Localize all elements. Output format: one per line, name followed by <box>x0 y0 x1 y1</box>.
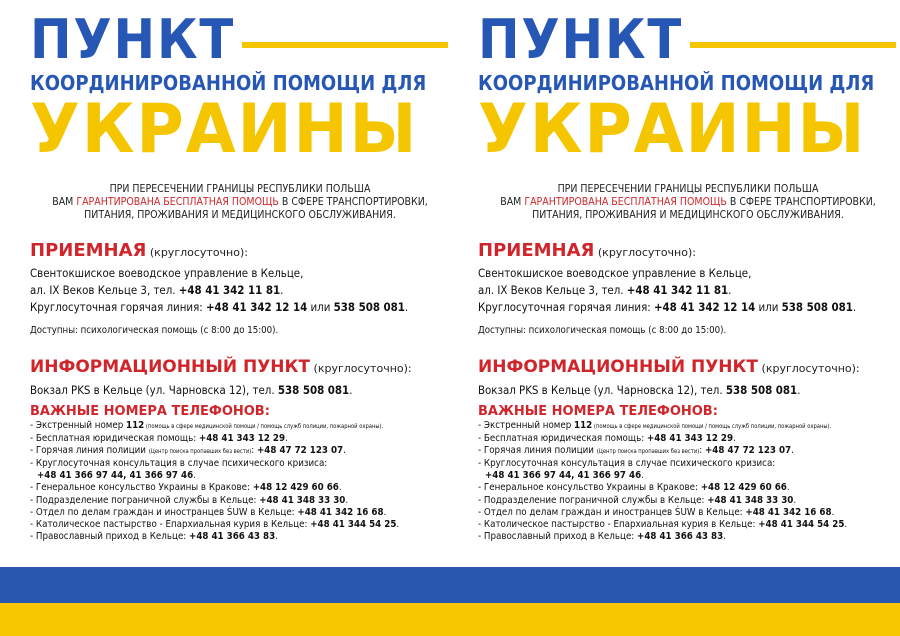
list-item: - Экстренный номер 112 (помощь в сфере медицинской помощи / помощь служб полиции, пожарной охраны). <box>478 420 832 431</box>
list-item: - Горячая линия полиции (Центр поиска пропавших без вести): +48 47 72 123 07. <box>478 445 794 457</box>
available-services: Доступны: психологическая помощь (с 8:00 до 15:00). <box>478 325 727 336</box>
title-row <box>478 10 898 70</box>
phone-number: 538 508 081 <box>333 300 405 314</box>
phone-number: 538 508 081 <box>277 383 350 397</box>
info-point-address: Вокзал PKS в Кельце (ул. Чарновска 12), тел. 538 508 081. <box>478 383 801 397</box>
phones-list <box>478 420 898 543</box>
list-item: - Бесплатная юридическая помощь: +48 41 343 12 29. <box>478 433 736 445</box>
phone-number: +48 41 342 11 81 <box>626 283 729 297</box>
phones-list <box>30 420 450 543</box>
list-item: - Круглосуточная консультация в случае психического кризиса: <box>478 458 776 470</box>
poster-title: ПУНКТ <box>478 8 684 71</box>
intro-highlight: ГАРАНТИРОВАНА БЕСПЛАТНАЯ ПОМОЩЬ <box>524 196 727 208</box>
poster-left <box>30 0 450 566</box>
intro-text: ПРИ ПЕРЕСЕЧЕНИИ ГРАНИЦЫ РЕСПУБЛИКИ ПОЛЬША ВАМ ГАРАНТИРОВАНА БЕСПЛАТНАЯ ПОМОЩЬ В СФЕРЕ ТРАНСПОРТИРОВКИ, ПИТАНИЯ, ПРОЖИВАНИЯ И МЕДИЦИНСКОГО ОБСЛУЖИВАНИЯ. <box>52 183 428 221</box>
reception-heading: ПРИЕМНАЯ (круглосуточно): <box>478 240 696 261</box>
info-point-address: Вокзал PKS в Кельце (ул. Чарновска 12), тел. 538 508 081. <box>30 383 353 397</box>
list-item: - Православный приход в Кельце: +48 41 366 43 83. <box>30 530 278 542</box>
flag-stripe-blue <box>0 567 900 603</box>
list-item: - Католическое пастырство - Епархиальная курия в Кельце: +48 41 344 54 25. <box>30 518 400 530</box>
reception-details: Свентокшиское воеводское управление в Кельце, ал. IX Веков Кельце 3, тел. +48 41 342 11 81. Круглосуточная горячая линия: +48 41 342 12 14 или 538 508 081. <box>30 266 409 314</box>
reception-heading: ПРИЕМНАЯ (круглосуточно): <box>30 240 248 261</box>
poster-subtitle: КООРДИНИРОВАННОЙ ПОМОЩИ ДЛЯ <box>478 71 875 95</box>
phone-number: 538 508 081 <box>781 300 853 314</box>
info-point-heading: ИНФОРМАЦИОННЫЙ ПУНКТ (круглосуточно): <box>478 357 860 377</box>
poster-right <box>478 0 898 566</box>
list-item: - Горячая линия полиции (Центр поиска пропавших без вести): +48 47 72 123 07. <box>30 445 346 457</box>
poster-country: УКРАИНЫ <box>478 90 867 169</box>
available-services: Доступны: психологическая помощь (с 8:00 до 15:00). <box>30 325 279 336</box>
list-item: +48 41 366 97 44, 41 366 97 46. <box>37 470 196 482</box>
title-underline <box>690 42 896 48</box>
poster-country: УКРАИНЫ <box>30 90 419 169</box>
phones-heading: ВАЖНЫЕ НОМЕРА ТЕЛЕФОНОВ: <box>30 404 270 419</box>
flag-stripe-yellow <box>0 603 900 636</box>
list-item: - Круглосуточная консультация в случае психического кризиса: <box>30 458 328 470</box>
list-item: - Подразделение пограничной службы в Кельце: +48 41 348 33 30. <box>30 494 349 506</box>
phone-number: +48 41 342 11 81 <box>178 283 281 297</box>
list-item: - Православный приход в Кельце: +48 41 366 43 83. <box>478 530 726 542</box>
list-item: - Отдел по делам граждан и иностранцев ŚUW в Кельце: +48 41 342 16 68. <box>478 506 835 518</box>
list-item: +48 41 366 97 44, 41 366 97 46. <box>485 470 644 482</box>
list-item: - Подразделение пограничной службы в Кельце: +48 41 348 33 30. <box>478 494 797 506</box>
list-item: - Генеральное консульство Украины в Кракове: +48 12 429 60 66. <box>30 482 342 494</box>
list-item: - Экстренный номер 112 (помощь в сфере медицинской помощи / помощь служб полиции, пожарной охраны). <box>30 420 384 431</box>
poster-subtitle: КООРДИНИРОВАННОЙ ПОМОЩИ ДЛЯ <box>30 71 427 95</box>
phone-number: +48 41 342 12 14 <box>205 300 308 314</box>
poster-title: ПУНКТ <box>30 8 236 71</box>
reception-details: Свентокшиское воеводское управление в Кельце, ал. IX Веков Кельце 3, тел. +48 41 342 11 81. Круглосуточная горячая линия: +48 41 342 12 14 или 538 508 081. <box>478 266 857 314</box>
title-underline <box>242 42 448 48</box>
phone-number: 538 508 081 <box>725 383 798 397</box>
intro-highlight: ГАРАНТИРОВАНА БЕСПЛАТНАЯ ПОМОЩЬ <box>76 196 279 208</box>
info-point-heading: ИНФОРМАЦИОННЫЙ ПУНКТ (круглосуточно): <box>30 357 412 377</box>
list-item: - Генеральное консульство Украины в Кракове: +48 12 429 60 66. <box>478 482 790 494</box>
title-row <box>30 10 450 70</box>
intro-text: ПРИ ПЕРЕСЕЧЕНИИ ГРАНИЦЫ РЕСПУБЛИКИ ПОЛЬША ВАМ ГАРАНТИРОВАНА БЕСПЛАТНАЯ ПОМОЩЬ В СФЕРЕ ТРАНСПОРТИРОВКИ, ПИТАНИЯ, ПРОЖИВАНИЯ И МЕДИЦИНСКОГО ОБСЛУЖИВАНИЯ. <box>500 183 876 221</box>
phone-number: +48 41 342 12 14 <box>653 300 756 314</box>
phones-heading: ВАЖНЫЕ НОМЕРА ТЕЛЕФОНОВ: <box>478 404 718 419</box>
list-item: - Бесплатная юридическая помощь: +48 41 343 12 29. <box>30 433 288 445</box>
list-item: - Католическое пастырство - Епархиальная курия в Кельце: +48 41 344 54 25. <box>478 518 848 530</box>
list-item: - Отдел по делам граждан и иностранцев ŚUW в Кельце: +48 41 342 16 68. <box>30 506 387 518</box>
